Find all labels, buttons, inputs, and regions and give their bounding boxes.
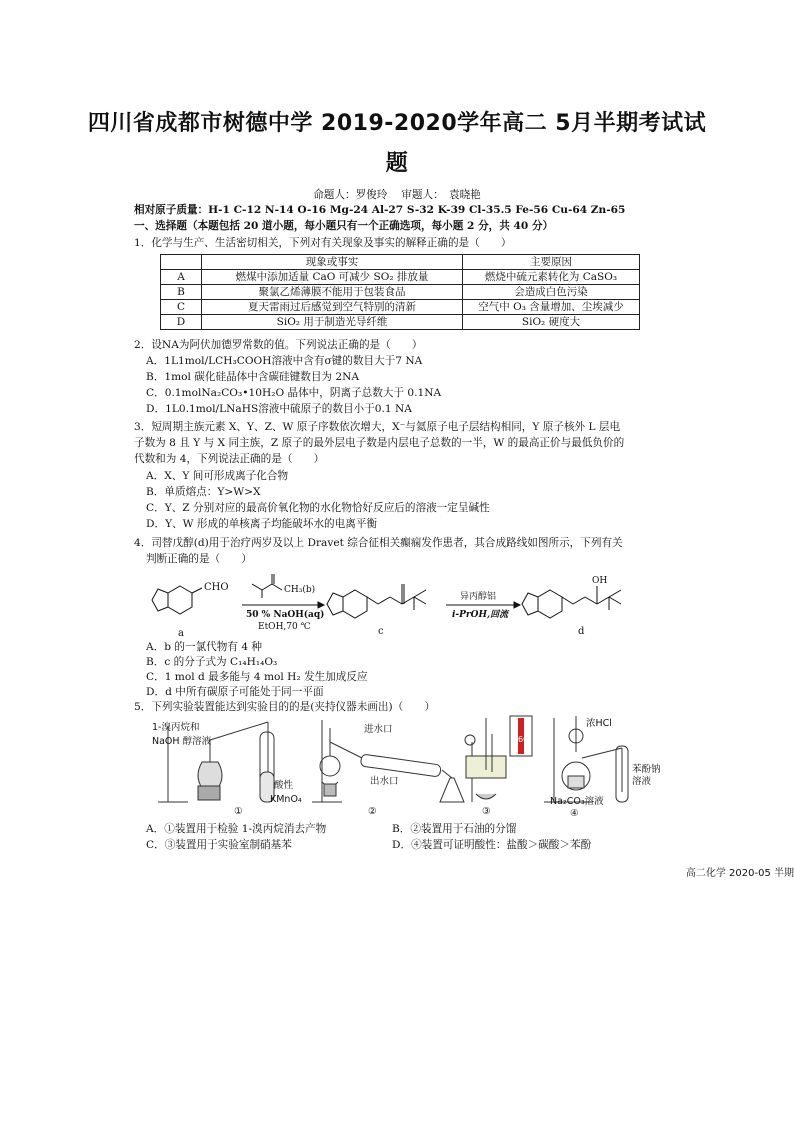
table-header-cell xyxy=(161,255,202,270)
compound-b-structure xyxy=(252,574,282,598)
apparatus-3 xyxy=(465,716,532,802)
table-row xyxy=(161,300,640,315)
q1-table xyxy=(160,254,640,330)
label-naoh-alcohol: NaOH 醇溶液 xyxy=(152,736,212,747)
table-cell: 燃烧中硫元素转化为 CaSO₃ xyxy=(463,270,640,285)
table-cell: 聚氯乙烯薄膜不能用于包装食品 xyxy=(202,285,463,300)
table-cell: 夏天雷雨过后感觉到空气特别的清新 xyxy=(202,300,463,315)
q5-option-c: C．③装置用于实验室制硝基苯 xyxy=(146,839,292,851)
section-heading: 一、选择题（本题包括 20 道小题，每小题只有一个正确选项，每小题 2 分，共 40 分） xyxy=(134,220,554,232)
q5-apparatus-figure xyxy=(152,712,662,820)
compound-d-oh: OH xyxy=(592,576,608,586)
table-row xyxy=(161,315,640,330)
label-solution: 溶液 xyxy=(632,776,652,787)
compound-a-structure xyxy=(152,586,202,614)
label-acidic: 酸性 xyxy=(274,780,294,791)
q3-option-d: D．Y、W 形成的单核离子均能破坏水的电离平衡 xyxy=(146,518,378,530)
q5-option-d: D．④装置可证明酸性：盐酸＞碳酸＞苯酚 xyxy=(392,839,592,851)
exam-title-line1: 四川省成都市树德中学 2019-2020学年高二 5月半期考试试 xyxy=(87,111,707,136)
q4-option-d: D．d 中所有碳原子可能处于同一平面 xyxy=(146,686,324,698)
q2-stem: 2．设NA为阿伏加德罗常数的值。下列说法正确的是（ ） xyxy=(134,339,423,351)
q4-option-a: A．b 的一氯代物有 4 种 xyxy=(146,641,263,653)
q4-option-c: C．1 mol d 最多能与 4 mol H₂ 发生加成反应 xyxy=(146,671,368,683)
table-cell: B xyxy=(161,285,202,300)
table-cell: D xyxy=(161,315,202,330)
apparatus-1 xyxy=(158,722,274,802)
synthesis-scheme xyxy=(150,572,650,642)
q5-option-a: A．①装置用于检验 1-溴丙烷消去产物 xyxy=(146,823,327,835)
table-header-row xyxy=(161,255,640,270)
authors: 命题人：罗俊玲 审题人： 袁晓艳 xyxy=(313,189,481,201)
compound-a-cho: CHO xyxy=(204,582,229,593)
q3-stem-line2: 子数为 8 且 Y 与 X 同主族，Z 原子的最外层电子数是内层电子总数的一半，W 的最高正价与最低负价的 xyxy=(134,437,625,449)
q2-option-c: C．0.1molNa₂CO₃•10H₂O 晶体中，阴离子总数大于 0.1NA xyxy=(146,387,442,399)
q4-option-b: B．c 的分子式为 C₁₄H₁₄O₃ xyxy=(146,656,278,668)
arrow-head-2 xyxy=(514,602,520,608)
label-na2co3-solution: Na₂CO₃溶液 xyxy=(550,796,604,807)
table-cell: SiO₂ 硬度大 xyxy=(463,315,640,330)
label-bromopropane: 1-溴丙烷和 xyxy=(152,722,200,733)
table-cell: 燃煤中添加适量 CaO 可减少 SO₂ 排放量 xyxy=(202,270,463,285)
table-header-cell: 主要原因 xyxy=(463,255,640,270)
compound-c-label: c xyxy=(378,626,384,637)
condition-2-bottom: i-PrOH,回流 xyxy=(452,610,509,620)
table-cell: A xyxy=(161,270,202,285)
table-row xyxy=(161,270,640,285)
q1-stem: 1．化学与生产、生活密切相关，下列对有关现象及事实的解释正确的是（ ） xyxy=(134,237,512,249)
q3-option-c: C．Y、Z 分别对应的最高价氧化物的水化物恰好反应后的溶液一定呈碱性 xyxy=(146,502,490,514)
compound-a-label: a xyxy=(178,628,184,639)
table-header-cell: 现象或事实 xyxy=(202,255,463,270)
table-cell: SiO₂ 用于制造光导纤维 xyxy=(202,315,463,330)
compound-d-structure xyxy=(522,586,621,618)
q3-stem-line1: 3．短周期主族元素 X、Y、Z、W 原子序数依次增大，X⁻与氦原子电子层结构相同，Y 原子核外 L 层电 xyxy=(134,421,621,433)
condition-1-top: 50 % NaOH(aq) xyxy=(246,610,325,620)
table-cell: C xyxy=(161,300,202,315)
page-footer: 高二化学 2020-05 半期 xyxy=(685,868,794,879)
arrow-head-1 xyxy=(318,602,324,608)
compound-b-label: CH₃(b) xyxy=(284,585,316,595)
table-cell: 空气中 O₃ 含量增加、尘埃减少 xyxy=(463,300,640,315)
q2-option-b: B．1mol 碳化硅晶体中含碳硅键数目为 2NA xyxy=(146,371,360,383)
figure-number-4: ④ xyxy=(570,808,579,819)
label-water-out: 出水口 xyxy=(370,776,399,787)
compound-c-structure xyxy=(327,584,426,618)
exam-title-line2: 题 xyxy=(385,151,409,176)
label-sodium-phenoxide: 苯酚钠 xyxy=(632,764,661,775)
figure-number-1: ① xyxy=(234,806,243,817)
q5-stem: 5．下列实验装置能达到实验目的的是(夹持仪器未画出)（ ） xyxy=(134,701,436,713)
figure-number-2: ② xyxy=(368,806,377,817)
compound-d-label: d xyxy=(578,626,585,637)
atomic-mass-line: 相对原子质量：H-1 C-12 N-14 O-16 Mg-24 Al-27 S-32 K-39 Cl-35.5 Fe-56 Cu-64 Zn-65 xyxy=(134,204,626,216)
label-kmno4: KMnO₄ xyxy=(270,794,302,805)
q4-stem-line2: 判断正确的是（ ） xyxy=(146,553,252,565)
label-conc-hcl: 浓HCl xyxy=(586,718,612,729)
q4-stem-line1: 4．司替戊醇(d)用于治疗两岁及以上 Dravet 综合征相关癫痫发作患者，其合成路线如图所示，下列有关 xyxy=(134,537,623,549)
q2-option-d: D．1L0.1mol/LNaHS溶液中硫原子的数目小于0.1 NA xyxy=(146,403,412,415)
thermometer-reading: 60 xyxy=(518,735,529,744)
q3-stem-line3: 代数和为 4，下列说法正确的是（ ） xyxy=(134,453,325,465)
q3-option-a: A．X、Y 间可形成离子化合物 xyxy=(146,470,289,482)
table-row xyxy=(161,285,640,300)
q2-option-a: A．1L1mol/LCH₃COOH溶液中含有σ键的数目大于7 NA xyxy=(146,355,423,367)
condition-2-top: 异丙醇铝 xyxy=(460,592,497,602)
q3-option-b: B．单质熔点：Y>W>X xyxy=(146,486,261,498)
table-cell: 会造成白色污染 xyxy=(463,285,640,300)
label-water-in: 进水口 xyxy=(364,724,393,735)
figure-number-3: ③ xyxy=(482,806,491,817)
condition-1-bottom: EtOH,70 ℃ xyxy=(258,622,311,632)
q5-option-b: B．②装置用于石油的分馏 xyxy=(392,823,517,835)
